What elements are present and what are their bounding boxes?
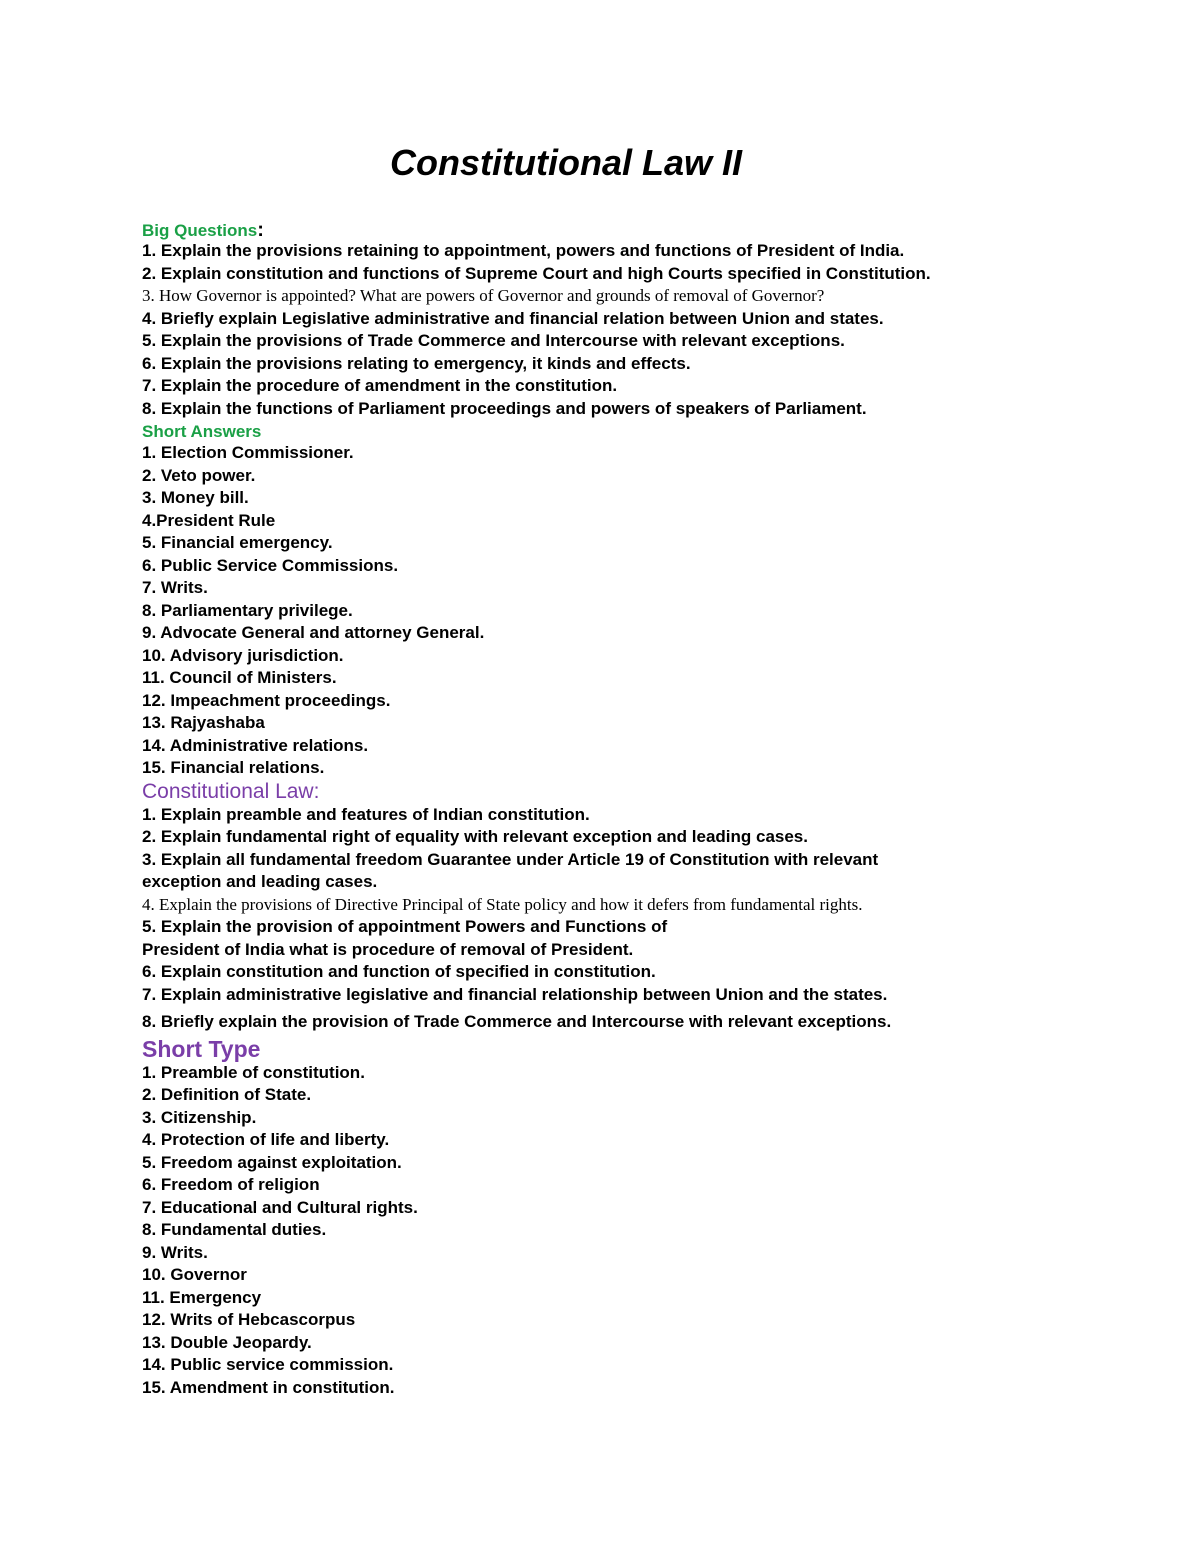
list-item: 3. Explain all fundamental freedom Guarantee under Article 19 of Constitution with relevant	[142, 849, 879, 869]
short-type-list	[142, 1062, 1042, 1400]
list-item: 15. Amendment in constitution.	[142, 1377, 395, 1397]
list-item: 8. Explain the functions of Parliament proceedings and powers of speakers of Parliament.	[142, 398, 867, 418]
list-item: 12. Writs of Hebcascorpus	[142, 1310, 356, 1329]
section-heading-short-type: Short Type	[142, 1035, 261, 1062]
list-item: 6. Public Service Commissions.	[142, 555, 399, 575]
list-item: 4. Explain the provisions of Directive Principal of State policy and how it defers from fundamental rights.	[142, 894, 863, 914]
section-heading-constitutional-law: Constitutional Law:	[142, 779, 320, 803]
big-questions-colon: :	[257, 219, 264, 241]
list-item: 2. Veto power.	[142, 465, 256, 485]
list-item: 9. Advocate General and attorney General.	[142, 623, 485, 642]
list-item: 15. Financial relations.	[142, 758, 325, 777]
list-item: 4. Protection of life and liberty.	[142, 1130, 390, 1149]
list-item: 13. Rajyashaba	[142, 713, 265, 732]
list-item: 1. Election Commissioner.	[142, 443, 354, 462]
list-item: 7. Explain administrative legislative and financial relationship between Union and the states.	[142, 984, 888, 1004]
list-item: 11. Council of Ministers.	[142, 668, 337, 687]
document-title: Constitutional Law II	[390, 142, 742, 183]
list-item: 5. Financial emergency.	[142, 533, 333, 552]
list-item: 6. Explain the provisions relating to emergency, it kinds and effects.	[142, 353, 691, 373]
list-item: 2. Explain constitution and functions of Supreme Court and high Courts specified in Constitution.	[142, 263, 931, 283]
list-item: 4. Briefly explain Legislative administrative and financial relation between Union and states.	[142, 308, 884, 328]
list-item: 6. Explain constitution and function of specified in constitution.	[142, 962, 656, 981]
document-body	[142, 218, 1042, 1399]
list-item: 6. Freedom of religion	[142, 1175, 320, 1194]
short-answers-list	[142, 442, 1042, 780]
list-item: 8. Parliamentary privilege.	[142, 600, 353, 620]
list-item: 11. Emergency	[142, 1287, 262, 1307]
list-item: 5. Explain the provision of appointment Powers and Functions of	[142, 917, 668, 936]
list-item: 1. Preamble of constitution.	[142, 1062, 365, 1082]
list-item: 3. Money bill.	[142, 488, 249, 507]
list-item: 9. Writs.	[142, 1242, 208, 1262]
list-item: 10. Governor	[142, 1265, 247, 1284]
list-item: 2. Explain fundamental right of equality with relevant exception and leading cases.	[142, 827, 808, 846]
list-item: 14. Administrative relations.	[142, 735, 369, 755]
list-item: 10. Advisory jurisdiction.	[142, 645, 344, 665]
constitutional-law-list	[142, 804, 1042, 1034]
list-item: 8. Briefly explain the provision of Trade Commerce and Intercourse with relevant exceptions.	[142, 1012, 892, 1031]
list-item: 7. Explain the procedure of amendment in the constitution.	[142, 376, 618, 395]
list-item: 2. Definition of State.	[142, 1085, 312, 1104]
list-item: 7. Educational and Cultural rights.	[142, 1197, 418, 1217]
list-item: 5. Explain the provisions of Trade Commerce and Intercourse with relevant exceptions.	[142, 331, 845, 350]
section-heading-short-answers: Short Answers	[142, 422, 262, 441]
list-item: 13. Double Jeopardy.	[142, 1332, 312, 1352]
big-questions-list	[142, 240, 1042, 420]
section-heading-big-questions	[142, 218, 1042, 240]
list-item: 1. Explain preamble and features of Indian constitution.	[142, 804, 590, 824]
list-item: 12. Impeachment proceedings.	[142, 690, 391, 710]
list-item: 3. How Governor is appointed? What are powers of Governor and grounds of removal of Governor?	[142, 286, 825, 305]
list-item: 4.President Rule	[142, 510, 276, 530]
list-item: 3. Citizenship.	[142, 1107, 257, 1127]
list-item: 8. Fundamental duties.	[142, 1220, 327, 1239]
list-item: President of India what is procedure of removal of President.	[142, 939, 634, 959]
list-item: 7. Writs.	[142, 578, 208, 597]
list-item: exception and leading cases.	[142, 872, 378, 891]
list-item: 5. Freedom against exploitation.	[142, 1152, 402, 1172]
list-item: 14. Public service commission.	[142, 1355, 394, 1374]
list-item: 1. Explain the provisions retaining to appointment, powers and functions of President of India.	[142, 241, 905, 260]
big-questions-heading-text: Big Questions	[142, 221, 258, 240]
